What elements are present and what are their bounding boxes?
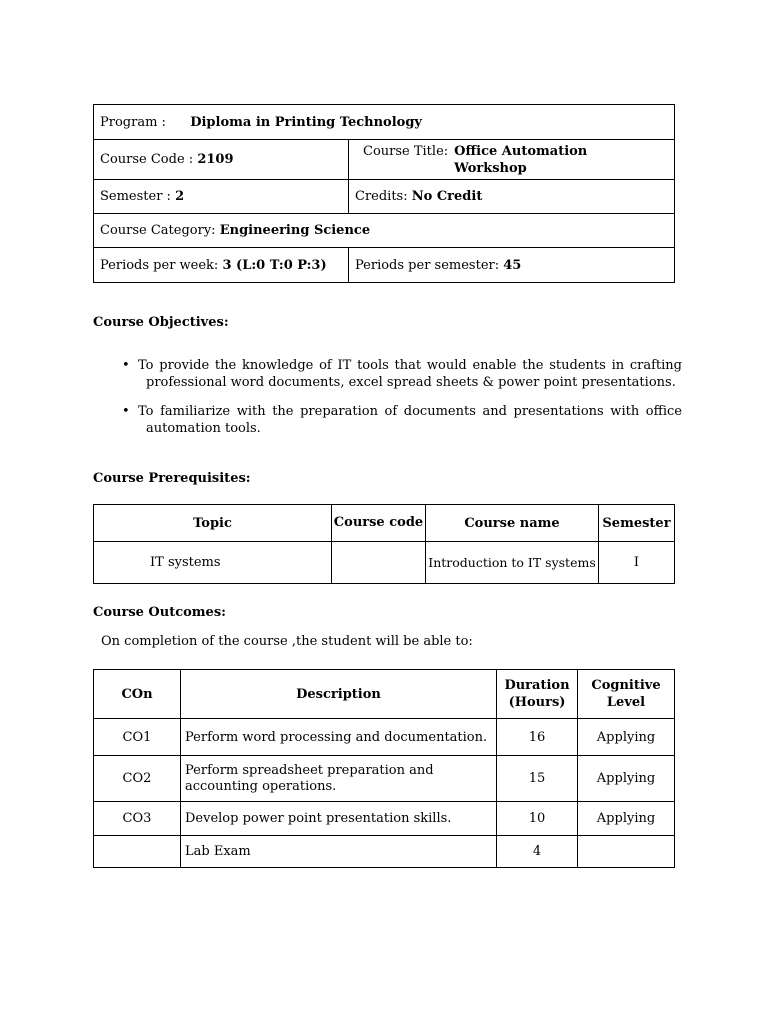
header-semester: Semester bbox=[599, 505, 675, 542]
objective-1-line2: professional word documents, excel spread sheets & power point presentations. bbox=[146, 375, 676, 390]
outcome-level: Applying bbox=[578, 802, 675, 836]
table-row bbox=[94, 756, 675, 802]
course-code-label: Course Code : bbox=[100, 152, 194, 167]
header-description: Description bbox=[181, 670, 497, 719]
outcome-level: Applying bbox=[578, 756, 675, 802]
program-value: Diploma in Printing Technology bbox=[190, 114, 422, 130]
code-title-row bbox=[94, 140, 675, 180]
header-course-code: Course code bbox=[332, 505, 426, 542]
objectives-list bbox=[118, 357, 682, 449]
header-duration: Duration (Hours) bbox=[497, 670, 578, 719]
credits-cell bbox=[349, 180, 675, 214]
periods-week-label: Periods per week: bbox=[100, 257, 219, 273]
outcome-duration: 4 bbox=[497, 836, 578, 868]
periods-row bbox=[94, 248, 675, 283]
category-cell bbox=[94, 214, 675, 248]
course-info-table bbox=[93, 104, 675, 283]
outcome-duration: 10 bbox=[497, 802, 578, 836]
outcome-description: Lab Exam bbox=[181, 836, 497, 868]
outcome-con: CO3 bbox=[94, 802, 181, 836]
periods-semester-value: 45 bbox=[503, 257, 522, 273]
prerequisites-header-row bbox=[94, 505, 675, 542]
category-row bbox=[94, 214, 675, 248]
prereq-code bbox=[332, 542, 426, 584]
program-cell bbox=[94, 105, 675, 140]
prerequisites-table bbox=[93, 504, 675, 584]
table-row bbox=[94, 542, 675, 584]
semester-label: Semester : bbox=[100, 189, 171, 204]
prereq-semester: I bbox=[599, 542, 675, 584]
periods-semester-label: Periods per semester: bbox=[355, 257, 500, 273]
credits-label: Credits: bbox=[355, 189, 408, 204]
category-value: Engineering Science bbox=[219, 223, 371, 238]
outcome-duration: 15 bbox=[497, 756, 578, 802]
course-title-value-line2: Workshop bbox=[454, 160, 527, 176]
course-code-cell bbox=[94, 140, 349, 180]
bullet-icon: • bbox=[122, 358, 130, 373]
course-title-value-line1: Office Automation bbox=[454, 143, 588, 159]
header-course-name: Course name bbox=[426, 505, 599, 542]
periods-week-cell bbox=[94, 248, 349, 283]
bullet-icon: • bbox=[122, 404, 130, 419]
table-row bbox=[94, 802, 675, 836]
objective-item bbox=[118, 357, 682, 391]
outcome-con: CO2 bbox=[94, 756, 181, 802]
objective-2-line2: automation tools. bbox=[146, 421, 261, 436]
outcome-con bbox=[94, 836, 181, 868]
outcome-con: CO1 bbox=[94, 719, 181, 756]
outcome-level: Applying bbox=[578, 719, 675, 756]
objective-2-line1: To familiarize with the preparation of documents and presentations with office bbox=[138, 404, 682, 419]
course-code-value: 2109 bbox=[197, 152, 234, 167]
course-title-label: Course Title: bbox=[363, 143, 449, 159]
table-row bbox=[94, 719, 675, 756]
outcome-description: Perform word processing and documentation. bbox=[181, 719, 497, 756]
outcome-level bbox=[578, 836, 675, 868]
outcomes-header-row bbox=[94, 670, 675, 719]
outcomes-heading: Course Outcomes: bbox=[93, 605, 226, 620]
header-topic: Topic bbox=[94, 505, 332, 542]
outcome-description: Perform spreadsheet preparation and accounting operations. bbox=[181, 756, 497, 802]
credits-value: No Credit bbox=[411, 189, 483, 204]
semester-value: 2 bbox=[175, 189, 185, 204]
program-label: Program : bbox=[100, 114, 166, 130]
category-label: Course Category: bbox=[100, 223, 216, 238]
periods-week-value: 3 (L:0 T:0 P:3) bbox=[222, 257, 327, 273]
objectives-heading: Course Objectives: bbox=[93, 315, 229, 330]
outcomes-table bbox=[93, 669, 675, 868]
prereq-name: Introduction to IT systems bbox=[426, 542, 599, 584]
header-con: COn bbox=[94, 670, 181, 719]
semester-credits-row bbox=[94, 180, 675, 214]
header-cognitive-level: Cognitive Level bbox=[578, 670, 675, 719]
table-row bbox=[94, 836, 675, 868]
outcomes-intro: On completion of the course ,the student will be able to: bbox=[101, 634, 473, 649]
semester-cell bbox=[94, 180, 349, 214]
outcome-description: Develop power point presentation skills. bbox=[181, 802, 497, 836]
outcome-duration: 16 bbox=[497, 719, 578, 756]
objective-item bbox=[118, 403, 682, 437]
objective-1-line1: To provide the knowledge of IT tools that would enable the students in crafting bbox=[138, 358, 682, 373]
course-title-cell bbox=[349, 140, 675, 180]
periods-semester-cell bbox=[349, 248, 675, 283]
prereq-topic: IT systems bbox=[94, 542, 332, 584]
program-row bbox=[94, 105, 675, 140]
prerequisites-heading: Course Prerequisites: bbox=[93, 471, 251, 486]
